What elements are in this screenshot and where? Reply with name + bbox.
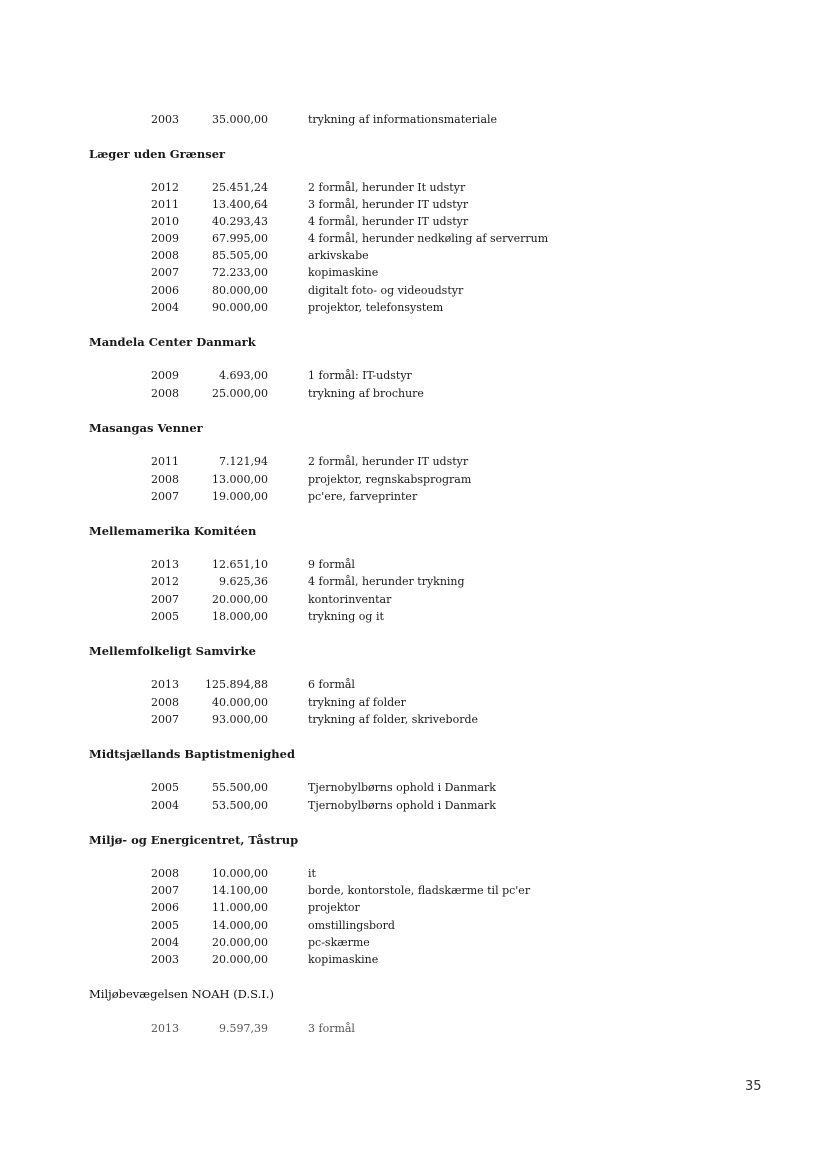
grant-amount: 20.000,00 bbox=[212, 936, 268, 949]
grant-year: 2005 bbox=[151, 781, 179, 794]
grant-year: 2009 bbox=[151, 232, 179, 245]
grant-description: projektor, telefonsystem bbox=[308, 301, 444, 314]
grant-year: 2013 bbox=[151, 558, 179, 571]
grant-year: 2012 bbox=[151, 575, 179, 588]
organization-heading: Mellemamerika Komitéen bbox=[89, 524, 257, 538]
grant-amount: 25.451,24 bbox=[212, 181, 268, 194]
grant-amount: 55.500,00 bbox=[212, 781, 268, 794]
grant-description: 2 formål, herunder It udstyr bbox=[308, 181, 466, 194]
grant-year: 2003 bbox=[151, 113, 179, 126]
organization-heading: Masangas Venner bbox=[89, 421, 203, 435]
grant-amount: 72.233,00 bbox=[212, 266, 268, 279]
grant-year: 2010 bbox=[151, 215, 179, 228]
grant-amount: 25.000,00 bbox=[212, 387, 268, 400]
grant-year: 2008 bbox=[151, 867, 179, 880]
grant-description: 4 formål, herunder nedkøling af serverrum bbox=[308, 232, 549, 245]
grant-amount: 11.000,00 bbox=[212, 901, 268, 914]
grant-year: 2007 bbox=[151, 266, 179, 279]
grant-amount: 14.000,00 bbox=[212, 919, 268, 932]
grant-amount: 19.000,00 bbox=[212, 490, 268, 503]
grant-description: 4 formål, herunder IT udstyr bbox=[308, 215, 469, 228]
page-number: 35 bbox=[745, 1079, 762, 1094]
grant-year: 2008 bbox=[151, 473, 179, 486]
grant-description: digitalt foto- og videoudstyr bbox=[308, 284, 464, 297]
grant-description: borde, kontorstole, fladskærme til pc'er bbox=[308, 884, 531, 897]
grant-amount: 40.293,43 bbox=[212, 215, 268, 228]
grant-description: trykning og it bbox=[308, 610, 384, 623]
grant-amount: 13.400,64 bbox=[212, 198, 268, 211]
grant-amount: 80.000,00 bbox=[212, 284, 268, 297]
grant-description: Tjernobylbørns ophold i Danmark bbox=[308, 799, 496, 812]
grant-description: trykning af folder, skriveborde bbox=[308, 713, 479, 726]
grant-description: omstillingsbord bbox=[308, 919, 395, 932]
grant-description: 2 formål, herunder IT udstyr bbox=[308, 455, 469, 468]
grant-year: 2005 bbox=[151, 610, 179, 623]
grant-year: 2007 bbox=[151, 713, 179, 726]
grant-year: 2012 bbox=[151, 181, 179, 194]
grant-amount: 20.000,00 bbox=[212, 593, 268, 606]
grant-year: 2004 bbox=[151, 936, 179, 949]
organization-heading: Miljø- og Energicentret, Tåstrup bbox=[89, 833, 299, 847]
grant-year: 2004 bbox=[151, 799, 179, 812]
grant-description: 1 formål: IT-udstyr bbox=[308, 369, 412, 382]
grant-description: 6 formål bbox=[308, 678, 355, 691]
grant-description: projektor bbox=[308, 901, 360, 914]
grant-description: Tjernobylbørns ophold i Danmark bbox=[308, 781, 496, 794]
grant-description: 9 formål bbox=[308, 558, 355, 571]
grant-description: 3 formål, herunder IT udstyr bbox=[308, 198, 469, 211]
grant-amount: 13.000,00 bbox=[212, 473, 268, 486]
grant-amount: 67.995,00 bbox=[212, 232, 268, 245]
grant-amount: 93.000,00 bbox=[212, 713, 268, 726]
grant-amount: 90.000,00 bbox=[212, 301, 268, 314]
grant-description: pc'ere, farveprinter bbox=[308, 490, 418, 503]
grant-description: 3 formål bbox=[308, 1022, 355, 1035]
grant-year: 2011 bbox=[151, 455, 179, 468]
grant-year: 2013 bbox=[151, 1022, 179, 1035]
grant-description: 4 formål, herunder trykning bbox=[308, 575, 465, 588]
grant-description: projektor, regnskabsprogram bbox=[308, 473, 472, 486]
grant-amount: 18.000,00 bbox=[212, 610, 268, 623]
grant-year: 2007 bbox=[151, 490, 179, 503]
grant-description: kontorinventar bbox=[308, 593, 392, 606]
grant-year: 2008 bbox=[151, 387, 179, 400]
grant-year: 2006 bbox=[151, 901, 179, 914]
organization-heading: Miljøbevægelsen NOAH (D.S.I.) bbox=[89, 987, 274, 1001]
grant-year: 2004 bbox=[151, 301, 179, 314]
grant-amount: 10.000,00 bbox=[212, 867, 268, 880]
grant-amount: 53.500,00 bbox=[212, 799, 268, 812]
grant-amount: 9.597,39 bbox=[219, 1022, 268, 1035]
grant-year: 2005 bbox=[151, 919, 179, 932]
grant-description: it bbox=[308, 867, 316, 880]
grant-amount: 85.505,00 bbox=[212, 249, 268, 262]
grant-description: kopimaskine bbox=[308, 953, 379, 966]
grant-amount: 9.625,36 bbox=[219, 575, 268, 588]
grant-amount: 35.000,00 bbox=[212, 113, 268, 126]
grant-year: 2007 bbox=[151, 884, 179, 897]
grant-year: 2013 bbox=[151, 678, 179, 691]
grant-description: pc-skærme bbox=[308, 936, 370, 949]
organization-heading: Læger uden Grænser bbox=[89, 147, 226, 161]
grant-year: 2011 bbox=[151, 198, 179, 211]
grant-description: trykning af informationsmateriale bbox=[308, 113, 498, 126]
grant-year: 2008 bbox=[151, 249, 179, 262]
grant-year: 2003 bbox=[151, 953, 179, 966]
grant-amount: 14.100,00 bbox=[212, 884, 268, 897]
grant-description: kopimaskine bbox=[308, 266, 379, 279]
grant-year: 2006 bbox=[151, 284, 179, 297]
grant-year: 2009 bbox=[151, 369, 179, 382]
grant-amount: 20.000,00 bbox=[212, 953, 268, 966]
grant-amount: 7.121,94 bbox=[219, 455, 268, 468]
grant-amount: 12.651,10 bbox=[212, 558, 268, 571]
grant-description: trykning af brochure bbox=[308, 387, 424, 400]
grant-description: arkivskabe bbox=[308, 249, 369, 262]
organization-heading: Midtsjællands Baptistmenighed bbox=[89, 747, 296, 761]
organization-heading: Mandela Center Danmark bbox=[89, 335, 256, 349]
grant-amount: 125.894,88 bbox=[205, 678, 268, 691]
organization-heading: Mellemfolkeligt Samvirke bbox=[89, 644, 256, 658]
grant-year: 2007 bbox=[151, 593, 179, 606]
grant-amount: 4.693,00 bbox=[219, 369, 268, 382]
grant-amount: 40.000,00 bbox=[212, 696, 268, 709]
grant-year: 2008 bbox=[151, 696, 179, 709]
grant-description: trykning af folder bbox=[308, 696, 406, 709]
